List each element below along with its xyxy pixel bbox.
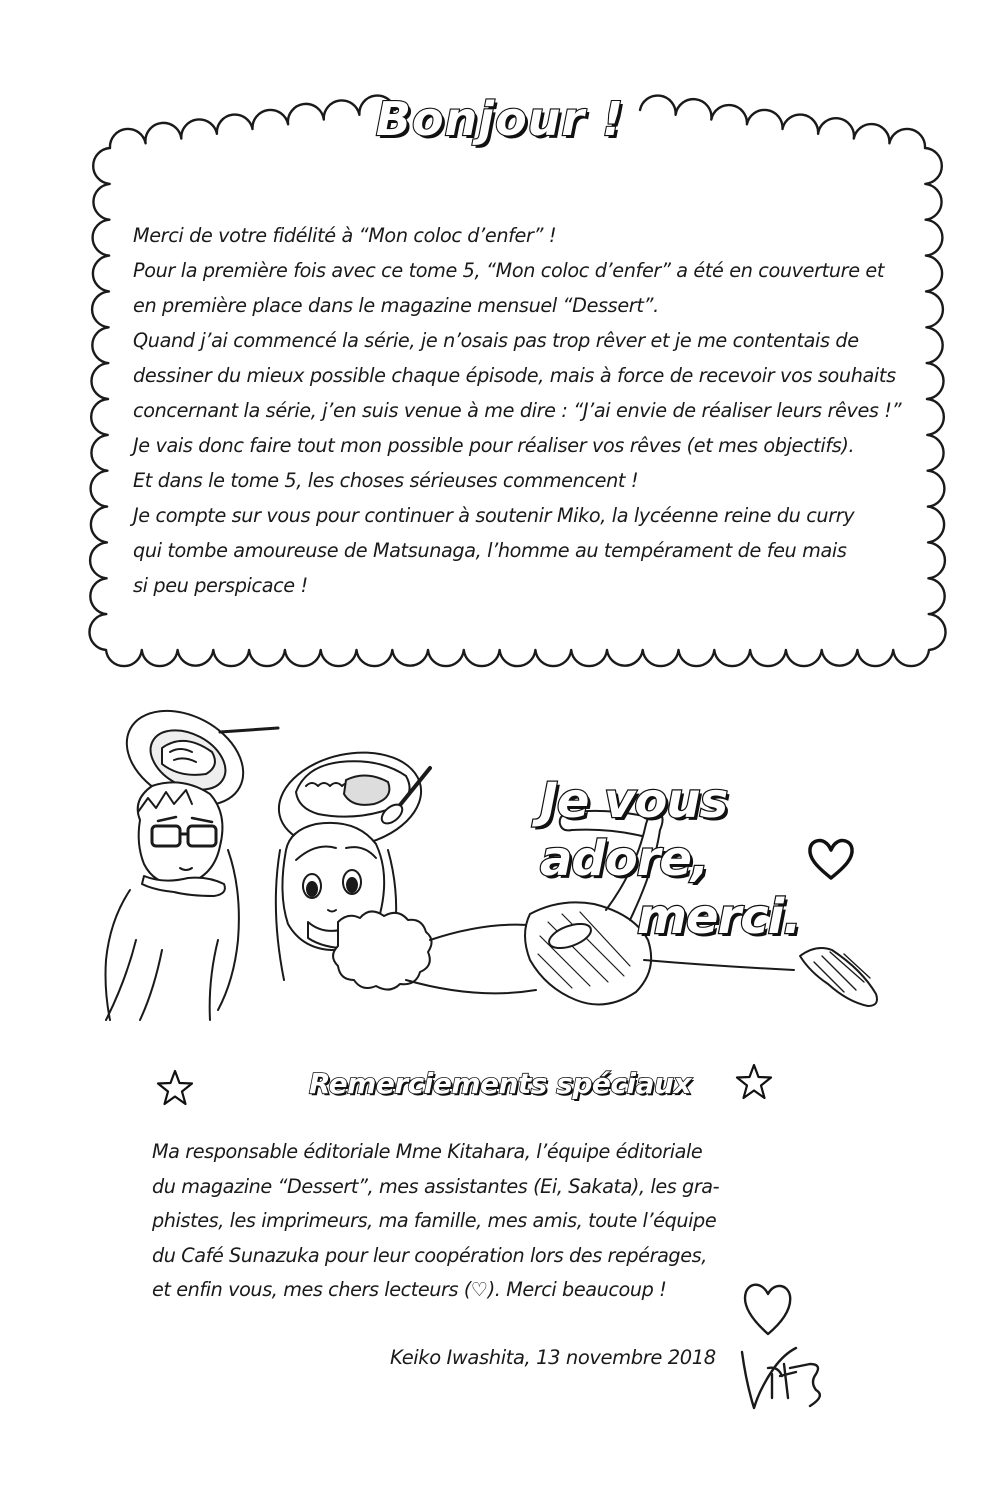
letter-line: en première place dans le magazine mensuel “Dessert”. [133,294,659,317]
thanks-line: du magazine “Dessert”, mes assistantes (Ei, Sakata), les gra- [152,1174,720,1198]
letter-line: Et dans le tome 5, les choses sérieuses commencent ! [133,469,639,492]
letter-line: Je vais donc faire tout mon possible pour réaliser vos rêves (et mes objectifs). [133,434,855,457]
thanks-line: du Café Sunazuka pour leur coopération lors des repérages, [152,1243,707,1267]
letter-line: qui tombe amoureuse de Matsunaga, l’homme au tempérament de feu mais [133,539,847,562]
letter-line: Je compte sur vous pour continuer à soutenir Miko, la lycéenne reine du curry [133,504,855,527]
thanks-body [152,1135,752,1308]
letter-line: Quand j’ai commencé la série, je n’osais pas trop rêver et je me contentais de [133,329,859,352]
letter-title: Bonjour ! [375,92,625,146]
thanks-heading: Remerciements spéciaux [309,1067,691,1100]
letter-line: si peu perspicace ! [133,574,308,597]
author-date: Keiko Iwashita, 13 novembre 2018 [390,1346,716,1369]
letter-line: Merci de votre fidélité à “Mon coloc d’enfer” ! [133,224,557,247]
handwritten-signature [728,1272,848,1412]
love-phrase-line2: merci. [637,889,801,945]
letter-line: concernant la série, j’en suis venue à me dire : “J’ai envie de réaliser leurs rêves !” [133,399,902,422]
letter-line: dessiner du mieux possible chaque épisode, mais à force de recevoir vos souhaits [133,364,896,387]
love-phrase-line1: Je vous adore, [540,773,728,887]
letter-body [133,218,902,603]
heart-icon [806,836,856,882]
thanks-line: phistes, les imprimeurs, ma famille, mes amis, toute l’équipe [152,1209,717,1232]
thanks-line: et enfin vous, mes chers lecteurs (♡). Merci beaucoup ! [152,1278,667,1301]
letter-line: Pour la première fois avec ce tome 5, “Mon coloc d’enfer” a été en couverture et [133,259,885,282]
thanks-line: Ma responsable éditoriale Mme Kitahara, l’équipe éditoriale [152,1140,703,1163]
star-icon [734,1062,774,1102]
signature-heart [745,1285,790,1334]
